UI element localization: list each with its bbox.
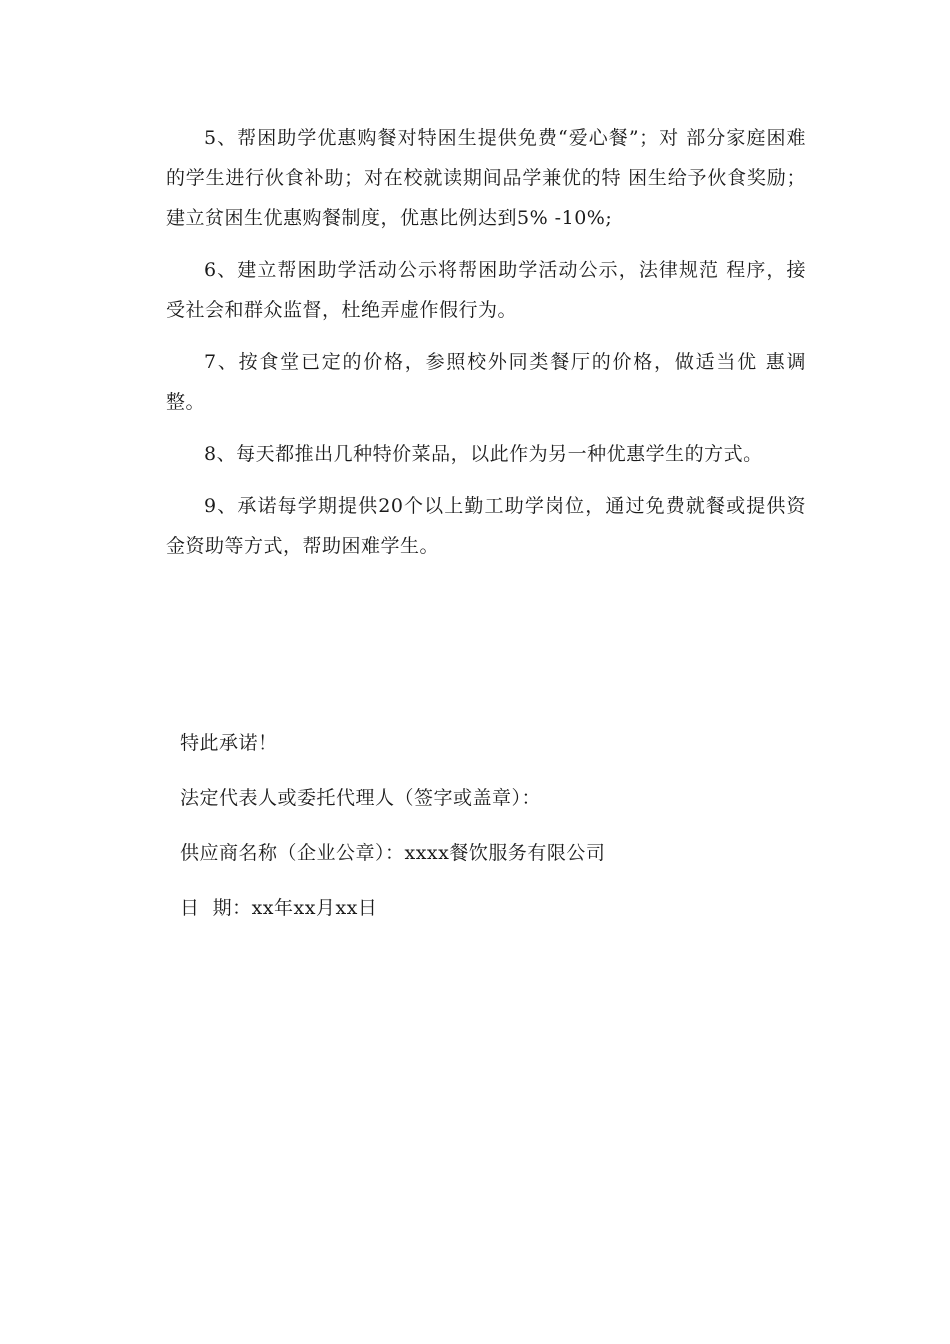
commitment-item-8: 8、每天都推出几种特价菜品，以此作为另一种优惠学生的方式。 xyxy=(204,443,763,465)
commitment-item-7: 7、按食堂已定的价格，参照校外同类餐厅的价格，做适当优 惠调整。 xyxy=(166,351,806,413)
commitment-item-5: 5、帮困助学优惠购餐对特困生提供免费“爱心餐”；对 部分家庭困难的学生进行伙食补助；对在校就读期间品学兼优的特 困生给予伙食奖励；建立贫困生优惠购餐制度，优惠比例达到5% -10%; xyxy=(166,127,806,229)
commitment-items xyxy=(166,118,806,578)
date-line: 日 期：xx年xx月xx日 xyxy=(180,897,378,919)
signature-block xyxy=(180,724,780,944)
supplier-name-line: 供应商名称（企业公章）：xxxx餐饮服务有限公司 xyxy=(180,842,606,864)
commitment-item-6: 6、建立帮困助学活动公示将帮困助学活动公示，法律规范 程序，接受社会和群众监督，杜绝弄虚作假行为。 xyxy=(166,259,806,321)
closing-statement: 特此承诺！ xyxy=(180,732,278,754)
representative-line: 法定代表人或委托代理人（签字或盖章）： xyxy=(180,787,542,809)
commitment-item-9: 9、承诺每学期提供20个以上勤工助学岗位，通过免费就餐或提供资金资助等方式，帮助困难学生。 xyxy=(166,495,806,557)
